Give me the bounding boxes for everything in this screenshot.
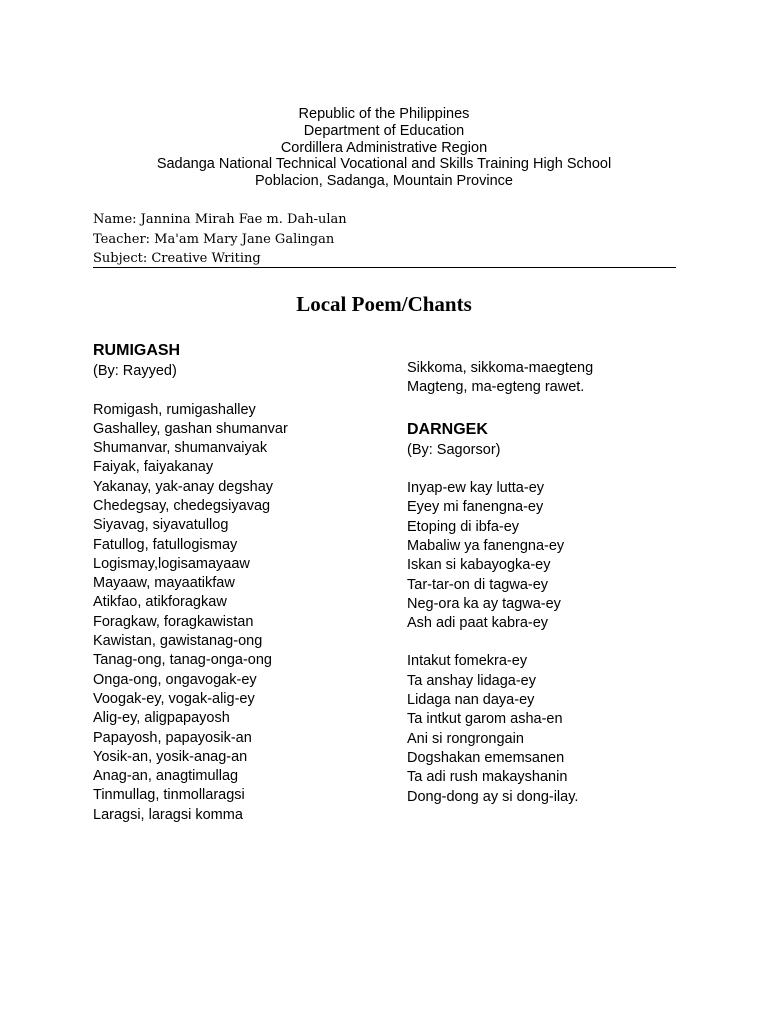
poem-stanza-darngek-2 — [407, 652, 593, 806]
poem-line: Voogak-ey, vogak-alig-ey — [93, 690, 255, 707]
poem-line: Tar-tar-on di tagwa-ey — [407, 576, 549, 593]
poem-line: Intakut fomekra-ey — [407, 653, 528, 670]
poem-line: Chedegsay, chedegsiyavag — [93, 497, 271, 514]
poem-line: Laragsi, laragsi komma — [93, 806, 243, 823]
stanza-gap — [407, 460, 593, 479]
poem-line: Fatullog, fatullogismay — [93, 536, 238, 553]
header-line-department: Department of Education — [303, 122, 465, 139]
poem-line: Tinmullag, tinmollaragsi — [93, 787, 245, 804]
poem-line: Papayosh, papayosik-an — [93, 729, 252, 746]
poem-line: Onga-ong, ongavogak-ey — [93, 671, 257, 688]
poem-title-rumigash: RUMIGASH — [93, 342, 181, 359]
poem-line: Shumanvar, shumanvaiyak — [93, 440, 268, 457]
poem-line: Inyap-ew kay lutta-ey — [407, 480, 545, 497]
header-line-region: Cordillera Administrative Region — [280, 139, 488, 156]
header-line-school: Sadanga National Technical Vocational and Skills Training High School — [156, 156, 612, 173]
poem-line: Gashalley, gashan shumanvar — [93, 420, 288, 437]
poem-line: Siyavag, siyavatullog — [93, 517, 229, 534]
poem-line: Romigash, rumigashalley — [93, 401, 256, 418]
poem-line: Ta intkut garom asha-en — [407, 711, 563, 728]
poem-line: Ta adi rush makayshanin — [407, 769, 568, 786]
poem-line: Sikkoma, sikkoma-maegteng — [407, 360, 594, 376]
poem-lines-rumigash-continued — [407, 359, 593, 398]
poem-line: Atikfao, atikforagkaw — [93, 594, 227, 611]
header-divider — [93, 267, 676, 268]
poem-title-darngek: DARNGEK — [407, 420, 488, 438]
poem-line: Lidaga nan daya-ey — [407, 692, 535, 709]
poem-line: Ani si rongrongain — [407, 730, 524, 747]
poem-line: Logismay,logisamayaaw — [93, 555, 250, 572]
left-column — [93, 341, 288, 825]
stanza-gap — [93, 382, 288, 401]
subject-name: Subject: Creative Writing — [93, 251, 261, 266]
poem-line: Ta anshay lidaga-ey — [407, 672, 536, 689]
poem-line: Magteng, ma-egteng rawet. — [407, 379, 585, 396]
poem-line: Iskan si kabayogka-ey — [407, 557, 551, 574]
poem-byline-darngek: (By: Sagorsor) — [407, 441, 501, 458]
poem-line: Ash adi paat kabra-ey — [407, 615, 549, 632]
student-info — [93, 210, 347, 269]
stanza-gap — [407, 633, 593, 652]
right-column — [407, 359, 593, 807]
poem-line: Dong-dong ay si dong-ilay. — [407, 788, 579, 805]
document-header — [0, 106, 768, 190]
poem-line: Mayaaw, mayaatikfaw — [93, 575, 235, 592]
poem-line: Anag-an, anagtimullag — [93, 768, 239, 785]
poem-line: Tanag-ong, tanag-onga-ong — [93, 652, 272, 669]
poem-lines-rumigash — [93, 401, 288, 826]
poem-line: Yosik-an, yosik-anag-an — [93, 748, 248, 765]
poem-line: Kawistan, gawistanag-ong — [93, 633, 263, 650]
student-name: Name: Jannina Mirah Fae m. Dah-ulan — [93, 212, 347, 227]
poem-line: Neg-ora ka ay tagwa-ey — [407, 595, 561, 612]
header-line-address: Poblacion, Sadanga, Mountain Province — [255, 173, 513, 190]
poem-line: Faiyak, faiyakanay — [93, 459, 214, 476]
page-title: Local Poem/Chants — [296, 292, 472, 316]
section-gap — [407, 398, 593, 420]
poem-stanza-darngek-1 — [407, 479, 593, 633]
poem-line: Alig-ey, aligpapayosh — [93, 710, 230, 727]
poem-line: Dogshakan ememsanen — [407, 749, 565, 766]
poem-line: Yakanay, yak-anay degshay — [93, 478, 274, 495]
poem-line: Foragkaw, foragkawistan — [93, 613, 254, 630]
teacher-name: Teacher: Ma'am Mary Jane Galingan — [93, 231, 335, 247]
poem-line: Mabaliw ya fanengna-ey — [407, 537, 565, 554]
poem-byline-rumigash: (By: Rayyed) — [93, 363, 177, 379]
header-line-republic: Republic of the Philippines — [298, 106, 470, 122]
poem-line: Eyey mi fanengna-ey — [407, 499, 544, 516]
poem-line: Etoping di ibfa-ey — [407, 518, 520, 535]
